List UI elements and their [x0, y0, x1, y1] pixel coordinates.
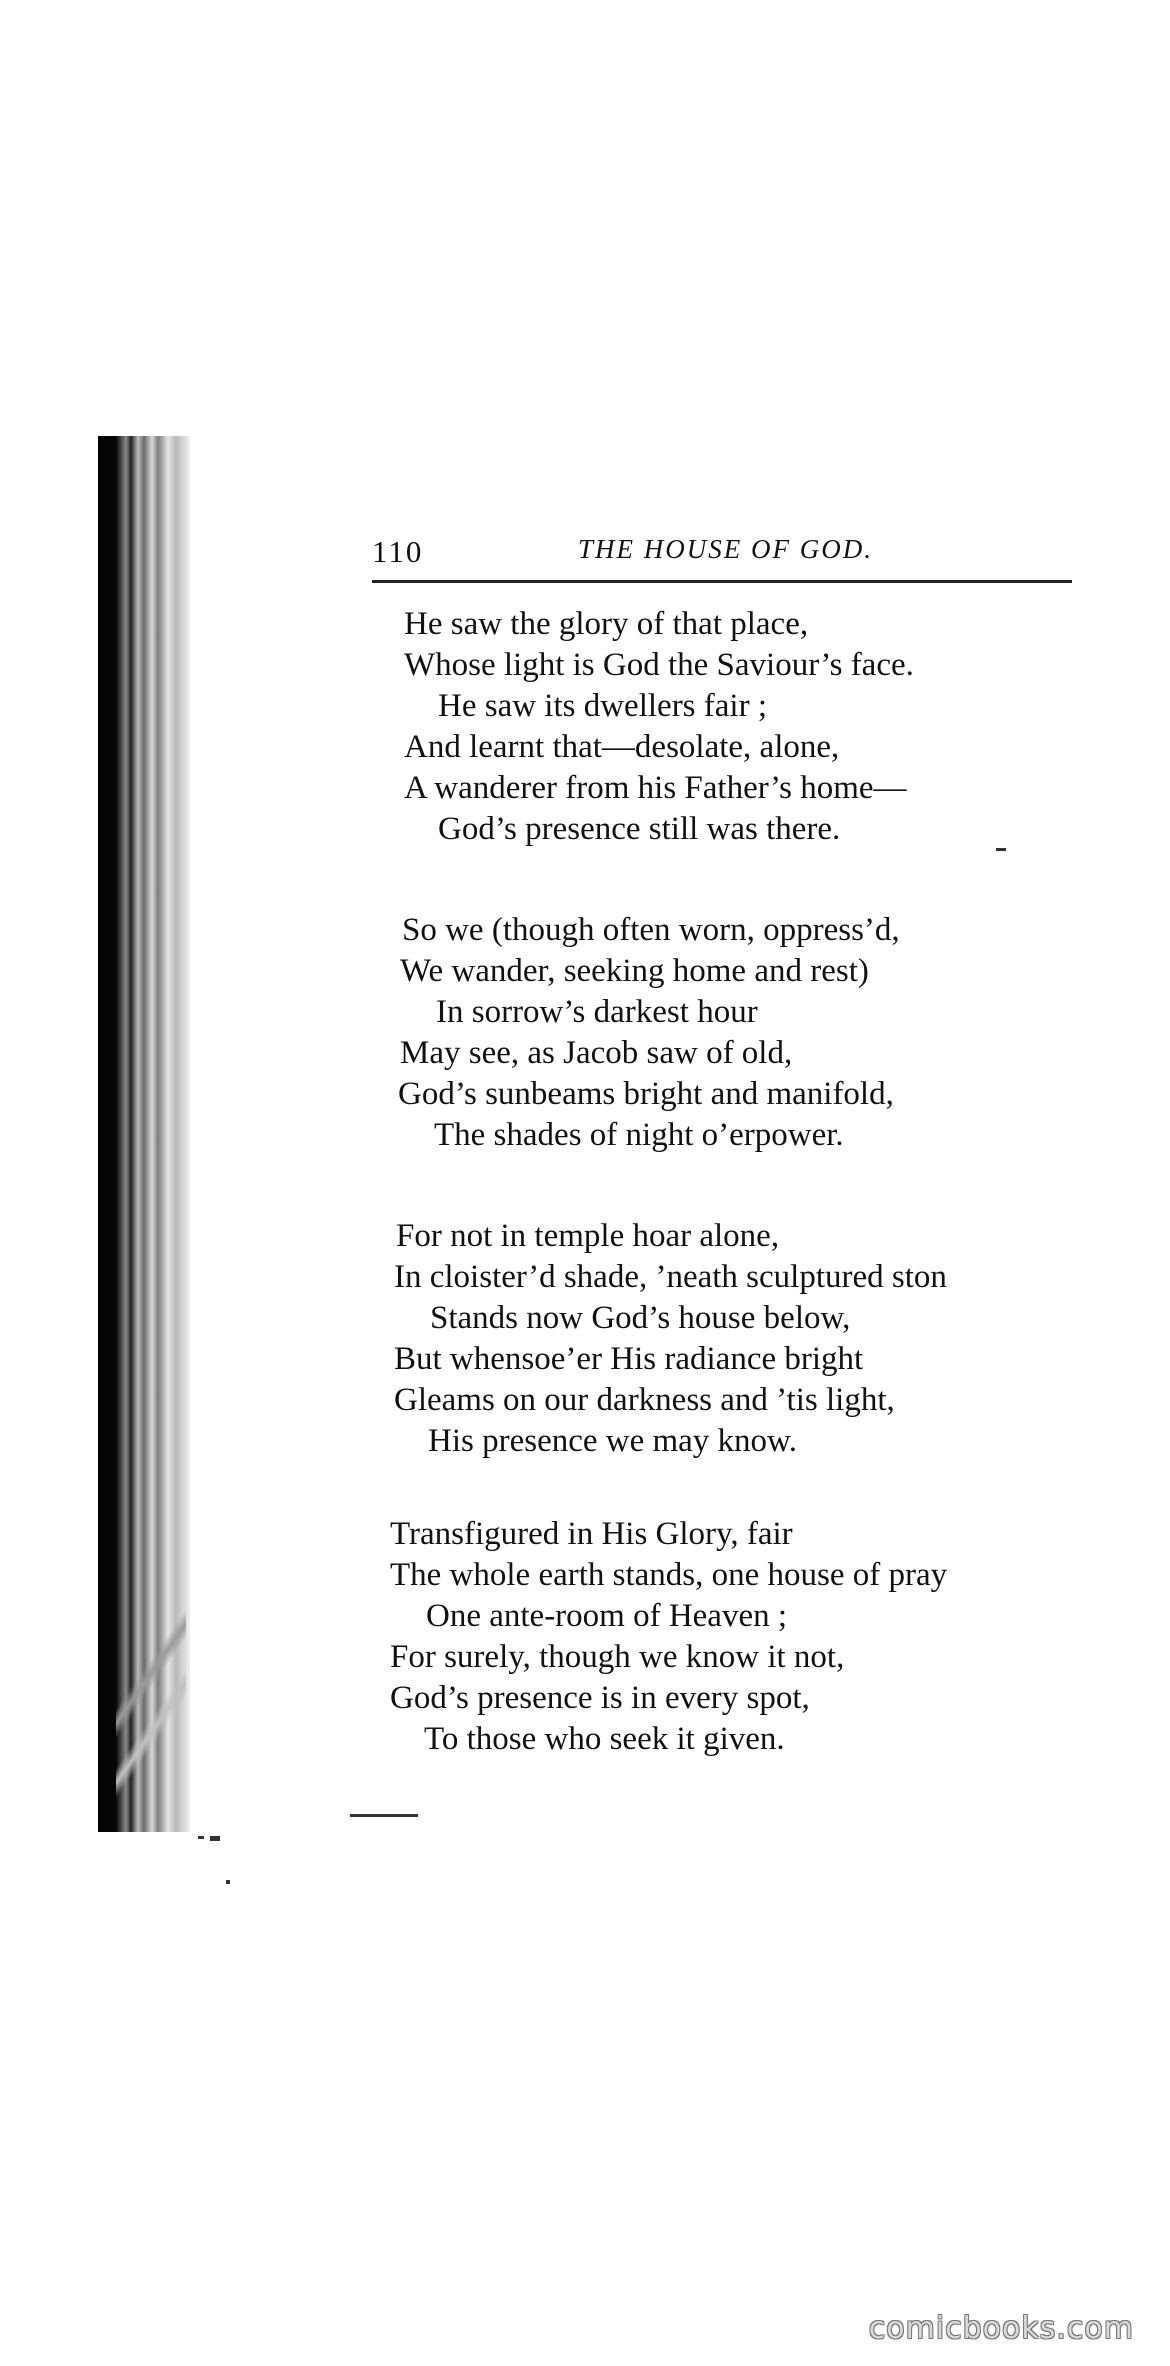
poem-line: His presence we may know. — [428, 1423, 797, 1459]
poem-line: He saw the glory of that place, — [404, 606, 809, 642]
print-speck — [198, 1836, 204, 1839]
watermark: comicbooks.com — [868, 2311, 1134, 2346]
print-speck — [996, 848, 1006, 851]
page-header — [372, 534, 1072, 574]
poem-line: Whose light is God the Saviour’s face. — [404, 647, 914, 683]
poem-line: So we (though often worn, oppress’d, — [402, 912, 900, 948]
poem-line: Stands now God’s house below, — [430, 1300, 851, 1336]
poem-line: But whensoe’er His radiance bright — [394, 1341, 864, 1377]
poem-line: In cloister’d shade, ’neath sculptured ston — [394, 1259, 947, 1295]
poem-line: To those who seek it given. — [424, 1721, 785, 1757]
poem-line: The shades of night o’erpower. — [434, 1117, 844, 1153]
print-speck — [210, 1836, 220, 1841]
spine-shadow-streak — [116, 1560, 186, 1832]
poem-line: In sorrow’s darkest hour — [436, 994, 758, 1030]
footer-rule-fragment — [350, 1814, 418, 1817]
poem-line: For not in temple hoar alone, — [396, 1218, 780, 1254]
poem-line: God’s presence still was there. — [438, 811, 841, 847]
poem-line: Gleams on our darkness and ’tis light, — [394, 1382, 895, 1418]
poem-line: The whole earth stands, one house of pray — [390, 1557, 948, 1593]
poem-line: For surely, though we know it not, — [390, 1639, 845, 1675]
poem-line: And learnt that—desolate, alone, — [404, 729, 840, 765]
poem-line: God’s sunbeams bright and manifold, — [398, 1076, 894, 1112]
poem-line: God’s presence is in every spot, — [390, 1680, 810, 1716]
header-rule — [372, 580, 1072, 583]
poem-line: One ante-room of Heaven ; — [426, 1598, 788, 1634]
page-number: 110 — [372, 534, 424, 569]
poem-line: He saw its dwellers fair ; — [438, 688, 767, 724]
poem-line: We wander, seeking home and rest) — [400, 953, 869, 989]
poem-line: A wanderer from his Father’s home— — [404, 770, 907, 806]
running-title: THE HOUSE OF GOD. — [578, 534, 873, 564]
print-speck — [226, 1880, 230, 1884]
poem-line: May see, as Jacob saw of old, — [400, 1035, 793, 1071]
poem-line: Transfigured in His Glory, fair — [390, 1516, 793, 1552]
